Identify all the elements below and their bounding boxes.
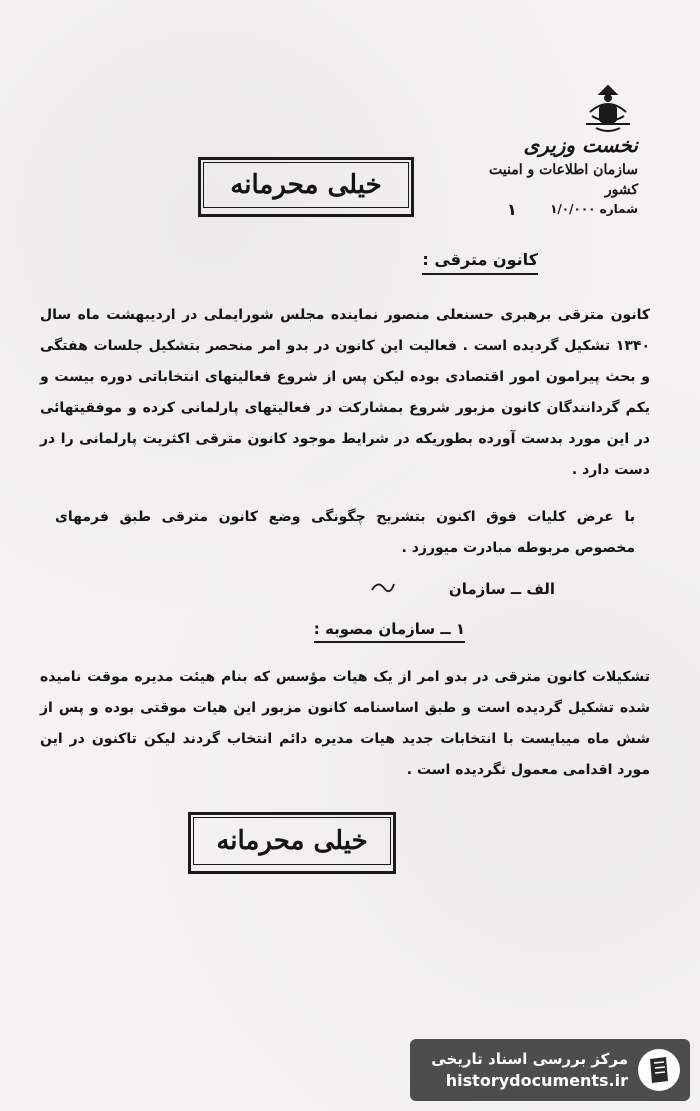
paragraph-3: تشکیلات کانون مترقی در بدو امر از یک هیات مؤسس که بنام هیئت مدیره موقت نامیده شده تشکیل گردیده است و طبق اساسنامه کانون مزبور این هیات موقتی بوده و پس از شش ماه میبایست با انتخابات جدید هیات مدیره دائم انتخاب گردند لیکن تاکنون در این مورد اقدامی معمول نگردیده است .: [40, 669, 650, 778]
section-alef-label: الف ــ سازمان: [448, 580, 555, 598]
letterhead: [458, 132, 638, 218]
stamp-bottom-text: خیلی محرمانه: [193, 817, 391, 865]
heading-kanoon: [422, 250, 538, 275]
section-1-underline: [314, 641, 465, 643]
stamp-top-text: خیلی محرمانه: [203, 162, 409, 208]
heading-text: کانون مترقی :: [422, 250, 538, 269]
source-watermark: [410, 1039, 690, 1101]
watermark-title: مرکز بررسی اسناد تاریخی: [431, 1050, 628, 1068]
watermark-url: historydocuments.ir: [445, 1071, 628, 1090]
section-1-text: ۱ ــ سازمان مصوبه :: [313, 620, 465, 638]
letterhead-organization: سازمان اطلاعات و امنیت کشور: [489, 162, 638, 198]
letterhead-ministry: نخست وزیری: [523, 133, 638, 157]
page-number: ۱: [507, 200, 517, 219]
paragraph-1: کانون مترقی برهبری حسنعلی منصور نماینده مجلس شورایملی در اردیبهشت ماه سال ۱۳۴۰ تشکیل گردیده است . فعالیت این کانون در بدو امر منحصر بتشکیل جلسات هفتگی و بحث پیرامون امور اقتصادی بوده لیکن پس از شروع فعالیتهای انتخاباتی دوره بیست و یکم گردانندگان کانون مزبور شروع بمشارکت در فعالیتهای پارلمانی کرده و موفقیتهائی در این مورد بدست آورده بطوریکه در شرایط موجود کانون مترقی اکثریت پارلمانی را در دست دارد .: [40, 307, 650, 478]
handwritten-mark-icon: [370, 578, 396, 594]
heading-underline: [422, 273, 538, 275]
archive-logo-icon: [636, 1047, 682, 1093]
confidential-stamp-top: [198, 157, 414, 217]
confidential-stamp-bottom: [188, 812, 396, 874]
letterhead-number: شماره ۱/۰/۰۰۰: [550, 202, 638, 216]
lion-and-sun-emblem-icon: [578, 82, 638, 137]
paragraph-2: با عرض کلیات فوق اکنون بتشریح چگونگی وضع کانون مترقی طبق فرمهای مخصوص مربوطه مبادرت میورزد .: [55, 509, 635, 556]
section-1-heading: [314, 620, 465, 643]
